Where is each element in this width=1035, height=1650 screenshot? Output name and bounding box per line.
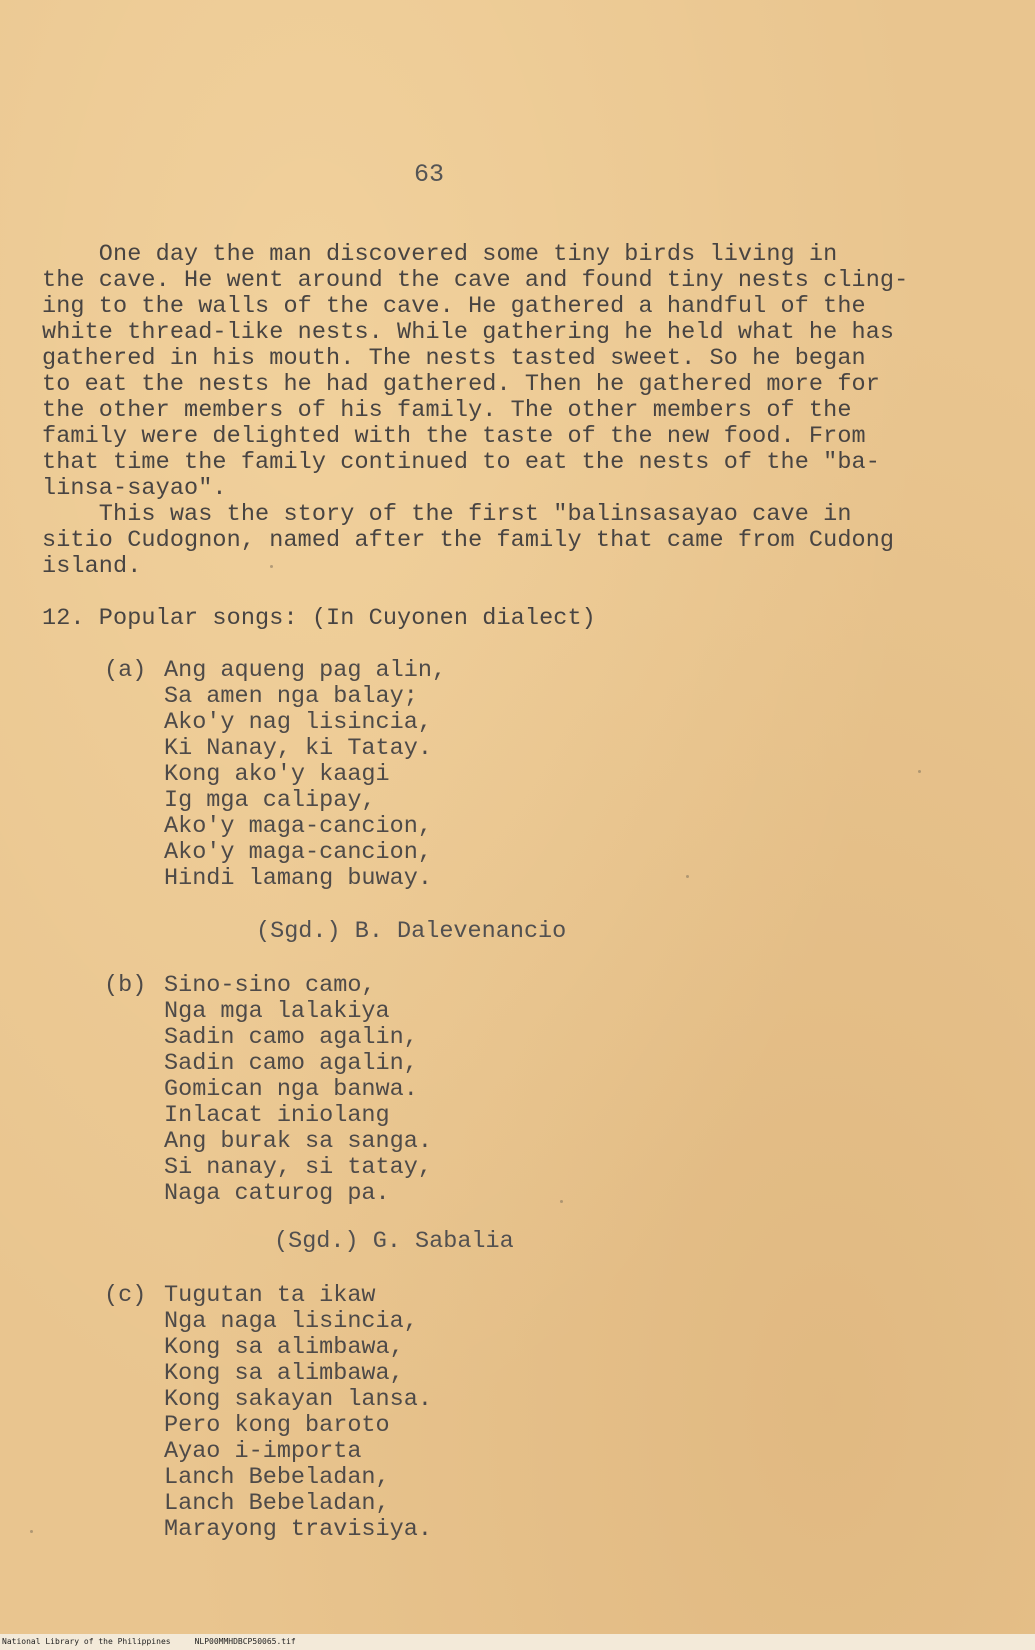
paragraph-line: sitio Cudognon, named after the family that came from Cudong [42, 527, 895, 554]
song-text: Hindi lamang buway. [164, 865, 432, 892]
paragraph-line: gathered in his mouth. The nests tasted sweet. So he began [42, 345, 866, 372]
song-line [104, 1155, 432, 1181]
song-text: Si nanay, si tatay, [164, 1154, 432, 1181]
song-text: Sadin camo agalin, [164, 1024, 418, 1051]
song-line [104, 658, 446, 684]
song-line [104, 1335, 404, 1361]
song-line [104, 1025, 418, 1051]
song-line [104, 1051, 418, 1077]
paragraph-line: This was the story of the first "balinsasayao cave in [42, 501, 852, 528]
song-label: (b) [104, 972, 147, 999]
song-text: Ako'y maga-cancion, [164, 813, 432, 840]
paragraph-line: the cave. He went around the cave and found tiny nests cling- [42, 267, 909, 294]
song-line [104, 1413, 390, 1439]
paper-speck [270, 565, 273, 568]
paragraph-line: One day the man discovered some tiny birds living in [42, 241, 838, 268]
song-line [104, 1465, 390, 1491]
song-line [104, 1387, 432, 1413]
song-line [104, 788, 376, 814]
song-text: Kong sakayan lansa. [164, 1386, 432, 1413]
song-line [104, 684, 418, 710]
song-line [104, 1517, 432, 1543]
song-text: Ig mga calipay, [164, 787, 376, 814]
song-line [104, 736, 432, 762]
song-line [104, 1129, 432, 1155]
song-text: Ang aqueng pag alin, [164, 657, 447, 684]
song-line [104, 1361, 404, 1387]
song-line [104, 973, 376, 999]
song-line [104, 1491, 390, 1517]
paper-speck [30, 1530, 33, 1533]
song-line [104, 814, 432, 840]
paragraph-line: family were delighted with the taste of the new food. From [42, 423, 866, 450]
paragraph-line: white thread-like nests. While gathering he held what he has [42, 319, 895, 346]
song-text: Lanch Bebeladan, [164, 1490, 390, 1517]
song-line [104, 710, 432, 736]
song-text: Inlacat iniolang [164, 1102, 390, 1129]
song-text: Kong sa alimbawa, [164, 1360, 404, 1387]
song-text: Naga caturog pa. [164, 1180, 390, 1207]
song-line [104, 1283, 376, 1309]
song-line [104, 1181, 390, 1207]
file-id: NLP00MMHDBCP50065.tif [194, 1637, 296, 1646]
song-line [104, 762, 390, 788]
song-line [104, 1309, 418, 1335]
song-text: Lanch Bebeladan, [164, 1464, 390, 1491]
paragraph-line: that time the family continued to eat the nests of the "ba- [42, 449, 880, 476]
paragraph-line: linsa-sayao". [42, 475, 227, 502]
song-text: Kong sa alimbawa, [164, 1334, 404, 1361]
paper-speck [686, 875, 689, 878]
song-line [104, 1439, 361, 1465]
song-text: Ako'y nag lisincia, [164, 709, 432, 736]
song-text: Kong ako'y kaagi [164, 761, 390, 788]
song-line [104, 1077, 418, 1103]
song-text: Nga mga lalakiya [164, 998, 390, 1025]
song-text: Marayong travisiya. [164, 1516, 432, 1543]
song-label: (c) [104, 1282, 147, 1309]
song-signature: (Sgd.) B. Dalevenancio [256, 918, 567, 945]
archive-footer [0, 1634, 1035, 1650]
song-label: (a) [104, 657, 147, 684]
paper-speck [918, 770, 921, 773]
paper-speck [560, 1200, 563, 1203]
paragraph-line: island. [42, 553, 142, 580]
song-text: Sa amen nga balay; [164, 683, 418, 710]
song-text: Sadin camo agalin, [164, 1050, 418, 1077]
section-heading: 12. Popular songs: (In Cuyonen dialect) [42, 605, 596, 632]
song-text: Tugutan ta ikaw [164, 1282, 376, 1309]
song-line [104, 1103, 390, 1129]
song-text: Ki Nanay, ki Tatay. [164, 735, 432, 762]
song-line [104, 999, 390, 1025]
song-signature: (Sgd.) G. Sabalia [274, 1228, 514, 1255]
song-text: Ako'y maga-cancion, [164, 839, 432, 866]
page-number: 63 [414, 160, 445, 189]
song-text: Sino-sino camo, [164, 972, 376, 999]
song-text: Nga naga lisincia, [164, 1308, 418, 1335]
paragraph-line: the other members of his family. The other members of the [42, 397, 852, 424]
song-line [104, 866, 432, 892]
library-name: National Library of the Philippines [2, 1637, 171, 1646]
paragraph-line: ing to the walls of the cave. He gathered a handful of the [42, 293, 866, 320]
song-line [104, 840, 432, 866]
song-text: Pero kong baroto [164, 1412, 390, 1439]
paragraph-line: to eat the nests he had gathered. Then he gathered more for [42, 371, 880, 398]
song-text: Gomican nga banwa. [164, 1076, 418, 1103]
song-text: Ayao i-importa [164, 1438, 362, 1465]
song-text: Ang burak sa sanga. [164, 1128, 432, 1155]
